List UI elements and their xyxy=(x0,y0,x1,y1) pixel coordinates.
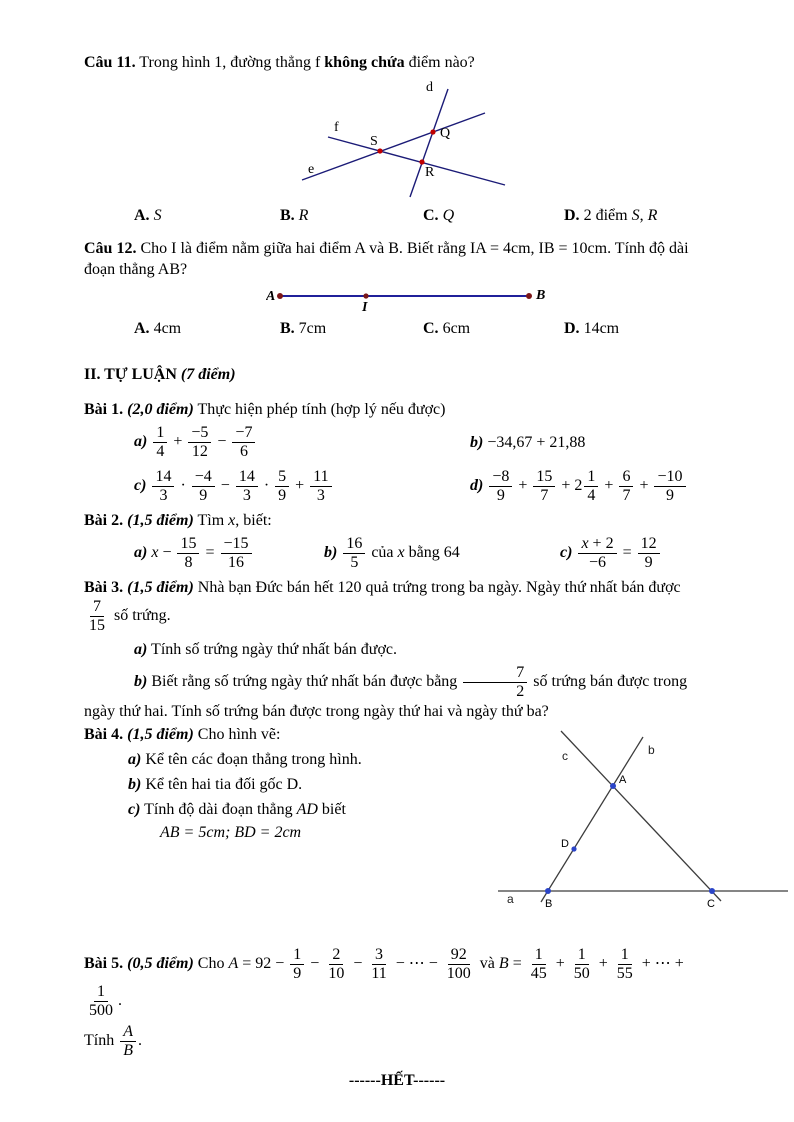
bai-1-item-a: a) $\frac{1}{4}$ + $\frac{-5}{12}$ − $\frac{-7}{6}$ xyxy=(134,424,470,461)
choice-letter: B. xyxy=(280,320,295,338)
point-label-i: I xyxy=(362,300,368,315)
point-r xyxy=(419,160,424,165)
q11-choice-c xyxy=(423,205,564,226)
bai-4-item-b: b) Kể tên hai tia đối gốc D. xyxy=(128,776,303,794)
point-label-c: C xyxy=(707,897,715,910)
q11-choice-a xyxy=(134,205,280,226)
line-label-c: c xyxy=(562,748,568,763)
figure-1 xyxy=(300,79,530,201)
question-11-text: Câu 11. Trong hình 1, đường thẳng f không chứa điểm nào? xyxy=(84,54,475,71)
point-d xyxy=(571,846,576,851)
bai-1-row-ab xyxy=(84,422,710,464)
q12-choice-b xyxy=(280,318,423,339)
bai-5-header: Bài 5. (0,5 điểm) Cho A = 92 − $\frac{1}{9}$ − $\frac{2}{10}$ − $\frac{3}{11}$ − ⋯ − $\frac{92}{100}$ và B = $\frac{1}{45}$ + $\frac{1}{50}$ + $\frac{1}{55}$ + ⋯ + $\frac{1}{500}$ . xyxy=(84,945,684,1019)
line-label-a: a xyxy=(507,891,514,906)
point-a xyxy=(610,783,616,789)
choice-value: S xyxy=(153,207,162,225)
bai-1-item-c: c) $\frac{14}{3}$ · $\frac{-4}{9}$ − $\frac{14}{3}$ · $\frac{5}{9}$ + $\frac{11}{3}$ xyxy=(134,468,470,505)
line-b xyxy=(541,737,643,902)
line-d xyxy=(410,89,451,197)
question-12-text: Câu 12. Cho I là điểm nằm giữa hai điểm A và B. Biết rằng IA = 4cm, IB = 10cm. Tính độ dài đoạn thẳng AB? xyxy=(84,240,689,279)
bai-1-header: Bài 1. (2,0 điểm) Thực hiện phép tính (hợp lý nếu được) xyxy=(84,400,446,418)
point-label-d: D xyxy=(561,837,569,850)
bai-4-item-c-given: AB = 5cm; BD = 2cm xyxy=(160,824,302,842)
line-c xyxy=(561,731,721,901)
bai-1-item-b: b) −34,67 + 21,88 xyxy=(470,434,586,452)
footer-het xyxy=(84,1070,710,1091)
bai-2-item-a: a) x − $\frac{15}{8}$ = $\frac{-15}{16}$ xyxy=(134,535,324,572)
bai-2-item-c: c) $\frac{x + 2}{-6}$ = $\frac{12}{9}$ xyxy=(560,535,710,572)
q12-choice-d xyxy=(564,318,710,339)
choice-letter: C. xyxy=(423,320,439,338)
bai-4-item-c: c) Tính độ dài đoạn thẳng AD biết xyxy=(128,801,346,819)
bai-5-line-2: Tính $\frac{A}{B}$ . xyxy=(84,1023,142,1060)
choice-letter: B. xyxy=(280,207,295,225)
bai-1-row-cd xyxy=(84,466,710,508)
bai-3-item-b: b) Biết rằng số trứng ngày thứ nhất bán được bằng $\frac{7}{2}$ số trứng bán được trong ngày thứ hai. Tính số trứng bán được trong ngày thứ hai và ngày thứ ba? xyxy=(84,663,688,720)
choice-letter: D. xyxy=(564,320,580,338)
point-i xyxy=(363,294,368,299)
figure-2 xyxy=(266,284,556,314)
q11-choice-d xyxy=(564,205,710,226)
point-label-s: S xyxy=(370,134,378,150)
line-label-d: d xyxy=(426,80,433,96)
line-label-e: e xyxy=(308,162,315,178)
choice-value: R xyxy=(298,207,309,225)
question-11-choices xyxy=(84,205,710,226)
point-b xyxy=(526,293,532,299)
point-label-a: A xyxy=(619,773,627,786)
bai-2-item-b: b) $\frac{16}{5}$ của x bằng 64 xyxy=(324,535,460,572)
point-q xyxy=(430,130,435,135)
point-c xyxy=(709,888,715,894)
footer-text: ------HẾT------ xyxy=(348,1072,446,1090)
bai-2-row xyxy=(84,533,710,575)
question-12-choices xyxy=(84,318,710,339)
line-e xyxy=(302,113,485,180)
choice-letter: A. xyxy=(134,320,150,338)
choice-value: 4cm xyxy=(153,320,182,338)
bai-2-header: Bài 2. (1,5 điểm) Tìm x, biết: xyxy=(84,511,272,529)
bai-3-header: Bài 3. (1,5 điểm) Nhà bạn Đức bán hết 120 quả trứng trong ba ngày. Ngày thứ nhất bán được $\frac{7}{15}$ số trứng. xyxy=(84,578,681,634)
bai-4-header: Bài 4. (1,5 điểm) Cho hình vẽ: xyxy=(84,725,281,743)
q12-choice-a xyxy=(134,318,280,339)
section-2-title: II. TỰ LUẬN (7 điểm) xyxy=(84,365,236,383)
q12-choice-c xyxy=(423,318,564,339)
point-label-q: Q xyxy=(440,126,451,142)
point-label-a: A xyxy=(266,289,276,305)
choice-letter: C. xyxy=(423,207,439,225)
choice-value: 2 điểm S, R xyxy=(583,207,658,225)
bai-1-item-d: d) $\frac{-8}{9}$ + $\frac{15}{7}$ + 2 $\frac{1}{4}$ + $\frac{6}{7}$ + $\frac{-10}{9}$ xyxy=(470,468,710,505)
choice-value: 7cm xyxy=(298,320,327,338)
point-label-r: R xyxy=(425,165,435,181)
point-a xyxy=(277,293,283,299)
choice-letter: A. xyxy=(134,207,150,225)
choice-value: 6cm xyxy=(442,320,471,338)
q11-choice-b xyxy=(280,205,423,226)
line-label-b: b xyxy=(648,742,655,757)
bai-3-item-a: a) Tính số trứng ngày thứ nhất bán được. xyxy=(134,640,398,658)
choice-value: 14cm xyxy=(583,320,620,338)
choice-letter: D. xyxy=(564,207,580,225)
line-label-f: f xyxy=(334,120,339,136)
point-b xyxy=(545,888,551,894)
choice-value: Q xyxy=(442,207,455,225)
point-s xyxy=(377,149,382,154)
point-label-b: B xyxy=(545,897,553,910)
bai-4 xyxy=(84,724,715,942)
point-label-b: B xyxy=(536,288,546,304)
bai-4-item-a: a) Kể tên các đoạn thẳng trong hình. xyxy=(128,750,362,768)
figure-3 xyxy=(498,726,790,914)
